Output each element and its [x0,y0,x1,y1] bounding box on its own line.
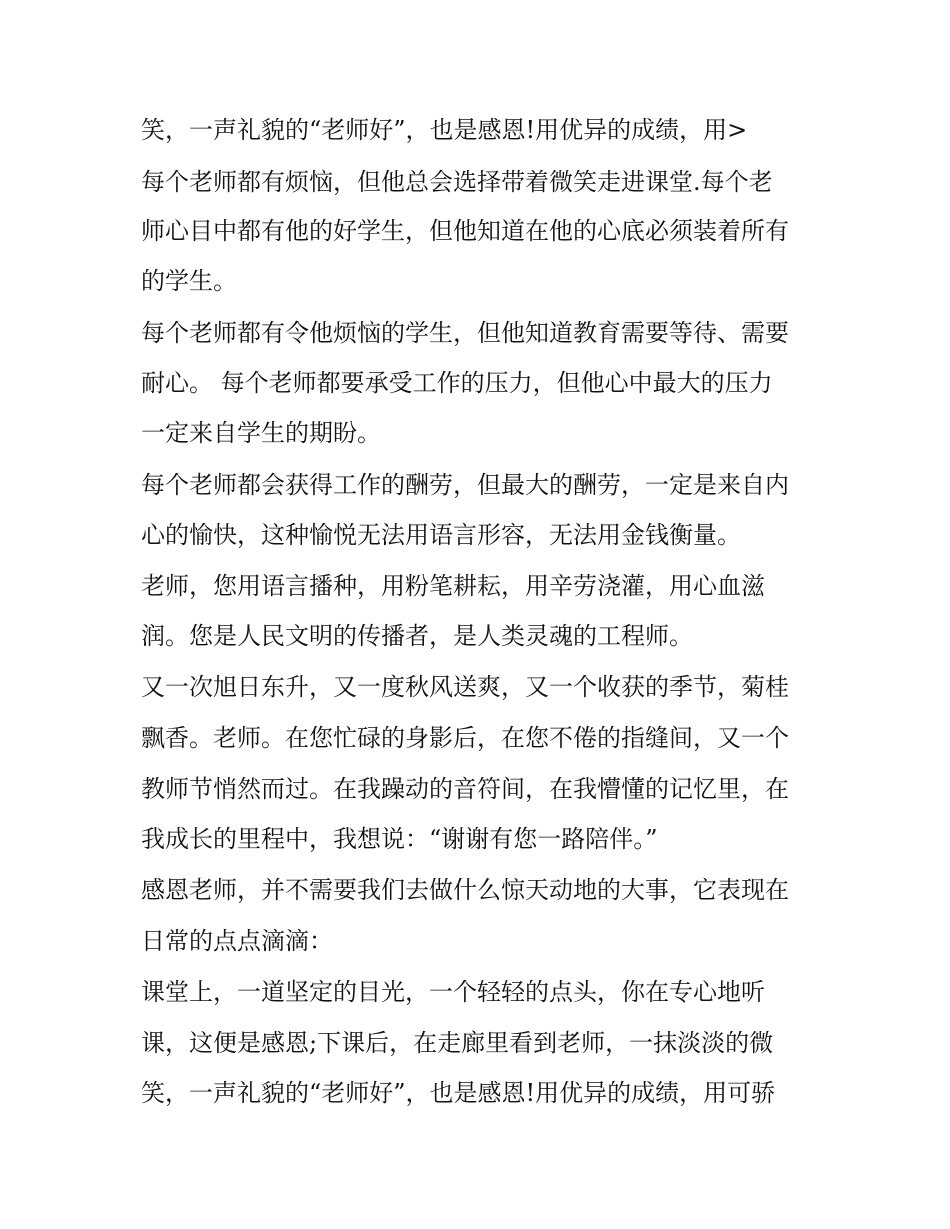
text-line: 课堂上，一道坚定的目光，一个轻轻的点头，你在专心地听 [141,978,765,1006]
text-line: 的学生。 [141,267,237,295]
text-line: 老师，您用语言播种，用粉笔耕耘，用辛劳浇灌，用心血滋 [141,572,765,600]
text-line: 笑，一声礼貌的“老师好”，也是感恩!用优异的成绩，用可骄 [141,1079,776,1107]
text-line: 课，这便是感恩;下课后，在走廊里看到老师，一抹淡淡的微 [141,1029,774,1057]
text-line: 感恩老师，并不需要我们去做什么惊天动地的大事，它表现在 [141,876,789,904]
text-line: 笑，一声礼貌的“老师好”，也是感恩!用优异的成绩，用> [141,116,748,144]
text-line: 教师节悄然而过。在我躁动的音符间，在我懵懂的记忆里，在 [141,775,789,803]
text-line: 我成长的里程中，我想说：“谢谢有您一路陪伴。” [141,825,658,853]
text-line: 每个老师都有烦恼，但他总会选择带着微笑走进课堂.每个老 [141,168,773,196]
text-line: 每个老师都有令他烦恼的学生，但他知道教育需要等待、需要 [141,319,789,347]
text-line: 师心目中都有他的好学生，但他知道在他的心底必须装着所有 [141,217,789,245]
text-line: 润。您是人民文明的传播者，是人类灵魂的工程师。 [141,622,693,650]
text-line: 耐心。 每个老师都要承受工作的压力，但他心中最大的压力 [141,369,773,397]
text-line: 日常的点点滴滴： [141,927,333,955]
text-line: 每个老师都会获得工作的酬劳，但最大的酬劳，一定是来自内 [141,471,789,499]
text-line: 又一次旭日东升，又一度秋风送爽，又一个收获的季节，菊桂 [141,673,789,701]
text-line: 心的愉快，这种愉悦无法用语言形容，无法用金钱衡量。 [141,521,741,549]
text-line: 飘香。老师。在您忙碌的身影后，在您不倦的指缝间，又一个 [141,724,789,752]
text-line: 一定来自学生的期盼。 [141,419,381,447]
